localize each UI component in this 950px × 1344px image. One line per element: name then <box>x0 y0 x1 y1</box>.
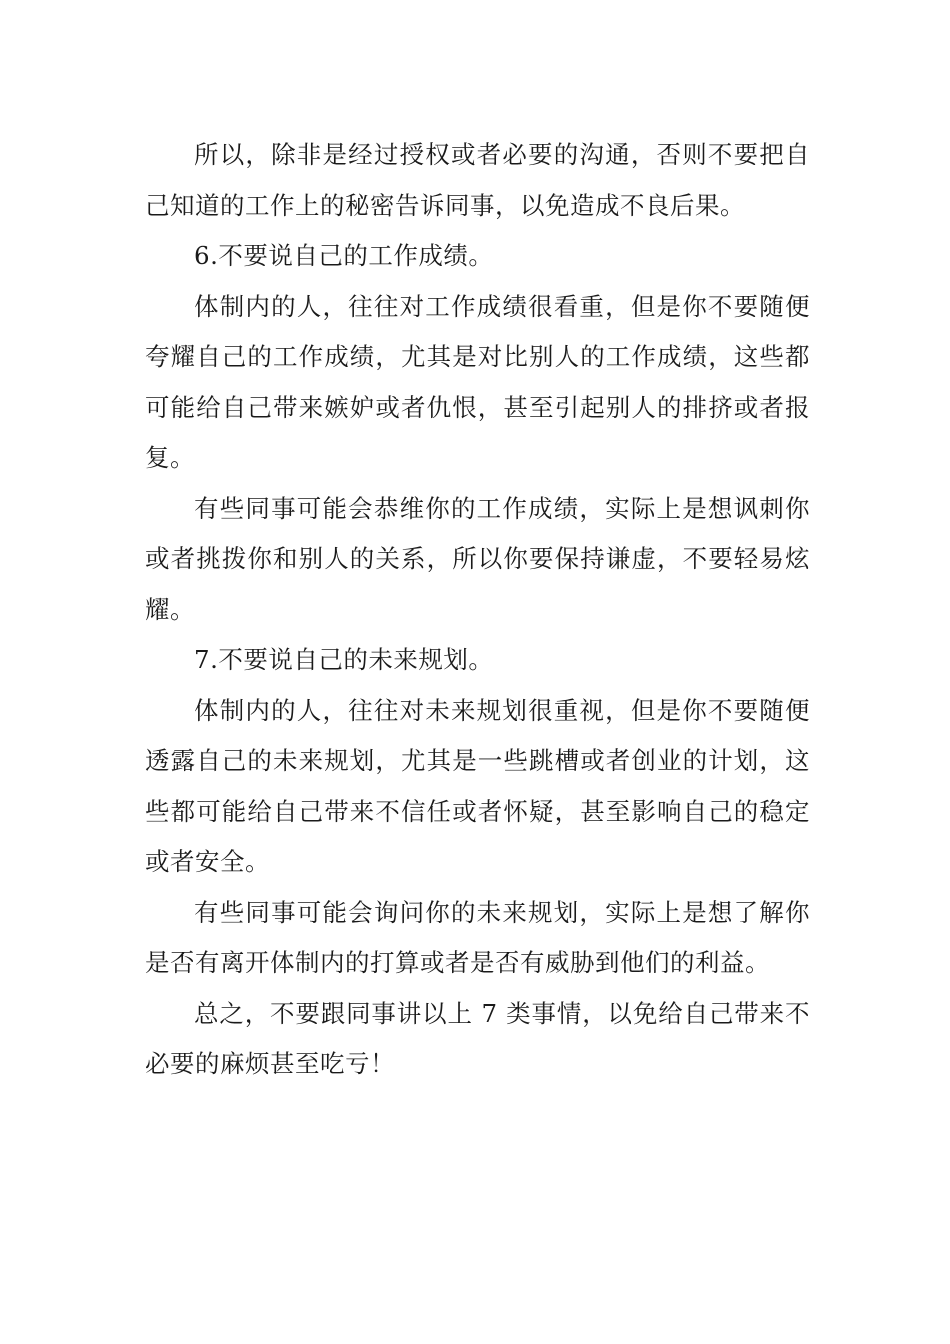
paragraph-1: 所以，除非是经过授权或者必要的沟通，否则不要把自己知道的工作上的秘密告诉同事，以免造成不良后果。 <box>145 140 810 220</box>
paragraph-5: 有些同事可能会询问你的未来规划，实际上是想了解你是否有离开体制内的打算或者是否有威胁到他们的利益。 <box>145 897 810 977</box>
paragraph-2: 体制内的人，往往对工作成绩很看重，但是你不要随便夸耀自己的工作成绩，尤其是对比别人的工作成绩，这些都可能给自己带来嫉妒或者仇恨，甚至引起别人的排挤或者报复。 <box>145 291 810 472</box>
paragraph-3: 有些同事可能会恭维你的工作成绩，实际上是想讽刺你或者挑拨你和别人的关系，所以你要保持谦虚，不要轻易炫耀。 <box>145 493 810 624</box>
section-heading-6: 6.不要说自己的工作成绩。 <box>194 241 494 270</box>
paragraph-4: 体制内的人，往往对未来规划很重视，但是你不要随便透露自己的未来规划，尤其是一些跳槽或者创业的计划，这些都可能给自己带来不信任或者怀疑，甚至影响自己的稳定或者安全。 <box>145 695 810 876</box>
document-body <box>145 130 810 1090</box>
paragraph-6: 总之，不要跟同事讲以上 7 类事情，以免给自己带来不必要的麻烦甚至吃亏！ <box>145 998 810 1078</box>
section-heading-7: 7.不要说自己的未来规划。 <box>194 645 494 674</box>
